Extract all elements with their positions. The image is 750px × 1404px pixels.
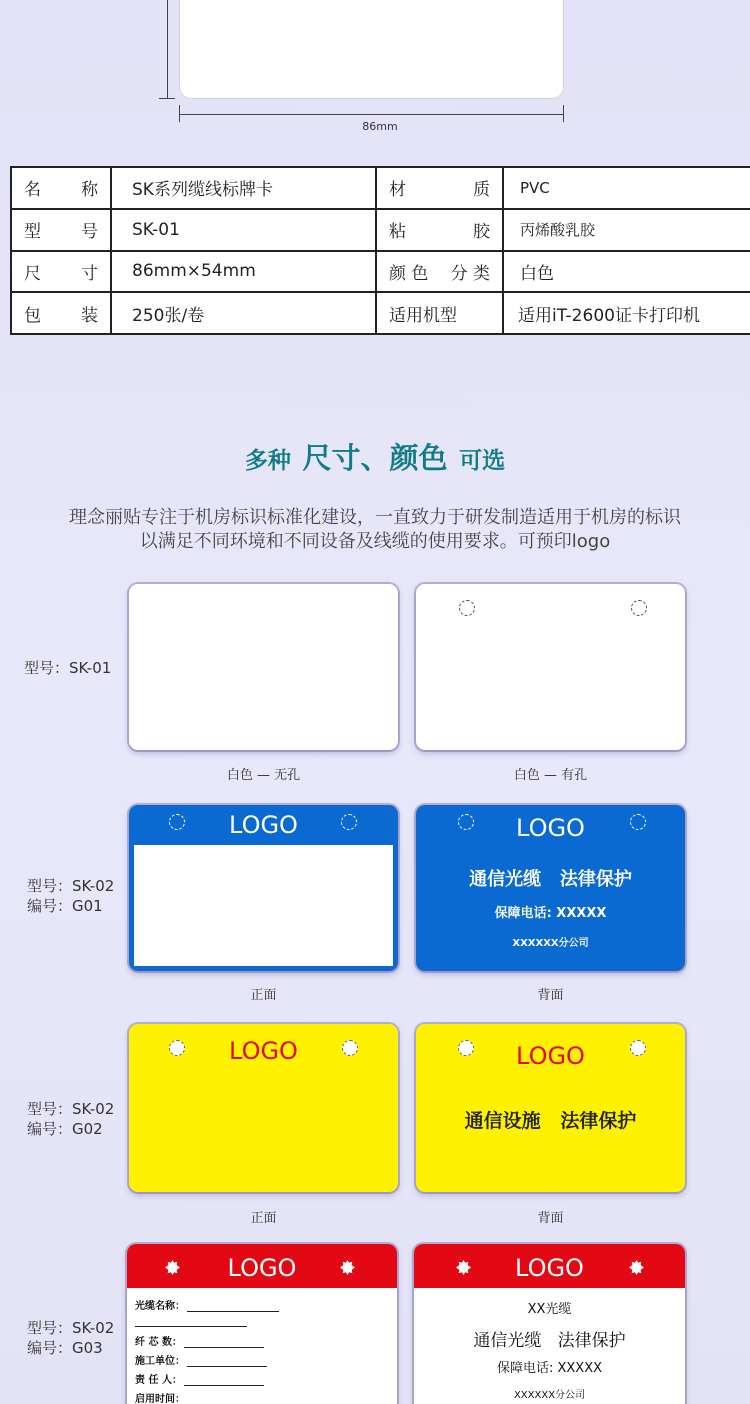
spec-value: 250张/卷: [111, 292, 376, 334]
spec-label: 胶: [473, 222, 490, 243]
form-field-line: [187, 1311, 279, 1312]
logo-text: LOGO: [229, 811, 298, 839]
section-headline: [0, 436, 750, 477]
spec-value: 丙烯酸乳胶: [503, 209, 750, 251]
form-field: [135, 1390, 267, 1404]
logo-text: LOGO: [515, 1254, 584, 1282]
spec-label: 粘: [389, 222, 406, 243]
form-blank-line: [135, 1326, 247, 1327]
form-field-label: 光缆名称：: [135, 1301, 185, 1312]
card-dimension-preview: [179, 0, 564, 99]
phone-text: 保障电话: XXXXX: [494, 906, 607, 921]
punch-hole-icon: [631, 600, 647, 616]
spec-value: 白色: [503, 251, 750, 293]
spec-label: 称: [81, 180, 98, 201]
form-field: [135, 1297, 279, 1312]
spec-value: SK系列缆线标牌卡: [111, 167, 376, 209]
slogan-text: 通信光缆 法律保护: [469, 869, 632, 890]
slogan-text: 通信设施 法律保护: [464, 1110, 637, 1132]
model-text: 型号：SK-02: [27, 877, 115, 895]
company-text: XXXXXX分公司: [512, 938, 589, 949]
headline-main: 尺寸、颜色: [302, 441, 448, 475]
spec-label: 寸: [81, 263, 98, 284]
spec-label: 名: [24, 180, 41, 201]
code-text: 编号：G02: [27, 1120, 103, 1138]
spec-value: 适用iT-2600证卡打印机: [503, 292, 750, 334]
spec-row: [11, 292, 750, 334]
card-yellow-back: [416, 1024, 685, 1192]
spec-table: [10, 166, 750, 335]
spec-label: 适用机型: [389, 305, 457, 326]
spec-row: [11, 167, 750, 209]
intro-line-1: 理念丽贴专注于机房标识标准化建设，一直致力于研发制造适用于机房的标识: [69, 507, 681, 528]
card-caption: 白色 — 有孔: [513, 768, 588, 783]
card-red-back: [414, 1244, 685, 1404]
form-field-label: 施工单位：: [135, 1356, 185, 1367]
spec-label: 号: [81, 222, 98, 243]
logo-text: LOGO: [516, 1042, 585, 1070]
card-red-front: [127, 1244, 397, 1404]
form-field-label: 启用时间：: [135, 1394, 185, 1404]
form-field: [135, 1333, 264, 1348]
width-dimension-label: 86mm: [362, 120, 398, 133]
card-white-no-hole: [129, 584, 398, 750]
form-field-line: [184, 1347, 264, 1348]
height-dimension-line: [167, 0, 168, 99]
logo-text: LOGO: [516, 814, 585, 842]
card-caption: 背面: [537, 1211, 564, 1226]
card-caption: 白色 — 无孔: [226, 768, 301, 783]
spec-value: 86mm×54mm: [111, 251, 376, 293]
headline-suffix: 可选: [459, 448, 506, 474]
model-text: 型号：SK-02: [27, 1100, 115, 1118]
card-white-with-hole: [416, 584, 685, 750]
card-caption: 正面: [250, 1211, 277, 1226]
height-dimension-tick: [159, 98, 175, 99]
spec-label: 装: [81, 305, 98, 326]
form-field-line: [184, 1385, 264, 1386]
form-field-label: 责 任 人：: [135, 1375, 182, 1386]
spec-label: 包: [24, 305, 41, 326]
model-label: 型号：SK-01: [24, 659, 112, 677]
spec-value: PVC: [503, 167, 750, 209]
spec-label: 质: [473, 180, 490, 201]
form-field-label: 纤 芯 数：: [135, 1337, 182, 1348]
intro-line-2: 以满足不同环境和不同设备及线缆的使用要求。可预印logo: [139, 531, 611, 552]
company-text: XXXXXX分公司: [513, 1390, 586, 1401]
card-blue-front: [129, 805, 398, 971]
width-dimension-tick-left: [179, 105, 180, 122]
model-label: [27, 876, 114, 916]
width-dimension-tick-right: [563, 105, 564, 122]
spec-value: SK-01: [111, 209, 376, 251]
spec-label: 颜 色: [389, 263, 429, 284]
code-text: 编号：G01: [27, 897, 103, 915]
model-text: 型号：SK-02: [27, 1319, 115, 1337]
model-label: [27, 1318, 114, 1358]
width-dimension-line: [179, 114, 564, 115]
punch-hole-icon: [459, 600, 475, 616]
spec-label: 型: [24, 222, 41, 243]
form-field-line: [187, 1366, 267, 1367]
spec-label: 尺: [24, 263, 41, 284]
code-text: 编号：G03: [27, 1339, 103, 1357]
form-field: [135, 1352, 267, 1367]
blank-write-area: [134, 845, 393, 966]
headline-prefix: 多种: [244, 448, 291, 474]
card-blue-back: [416, 805, 685, 971]
logo-text: LOGO: [227, 1254, 297, 1282]
cable-name-text: XX光缆: [527, 1302, 572, 1317]
model-label: [27, 1099, 114, 1139]
card-caption: 正面: [250, 988, 277, 1003]
phone-text: 保障电话: XXXXX: [496, 1361, 603, 1376]
spec-label: 分 类: [450, 263, 490, 284]
spec-row: [11, 209, 750, 251]
logo-text: LOGO: [229, 1037, 298, 1065]
spec-row: [11, 251, 750, 293]
card-caption: 背面: [537, 988, 564, 1003]
form-field: [135, 1371, 264, 1386]
card-yellow-front: [129, 1024, 398, 1192]
spec-label: 材: [389, 180, 406, 201]
slogan-text: 通信光缆 法律保护: [473, 1331, 626, 1351]
